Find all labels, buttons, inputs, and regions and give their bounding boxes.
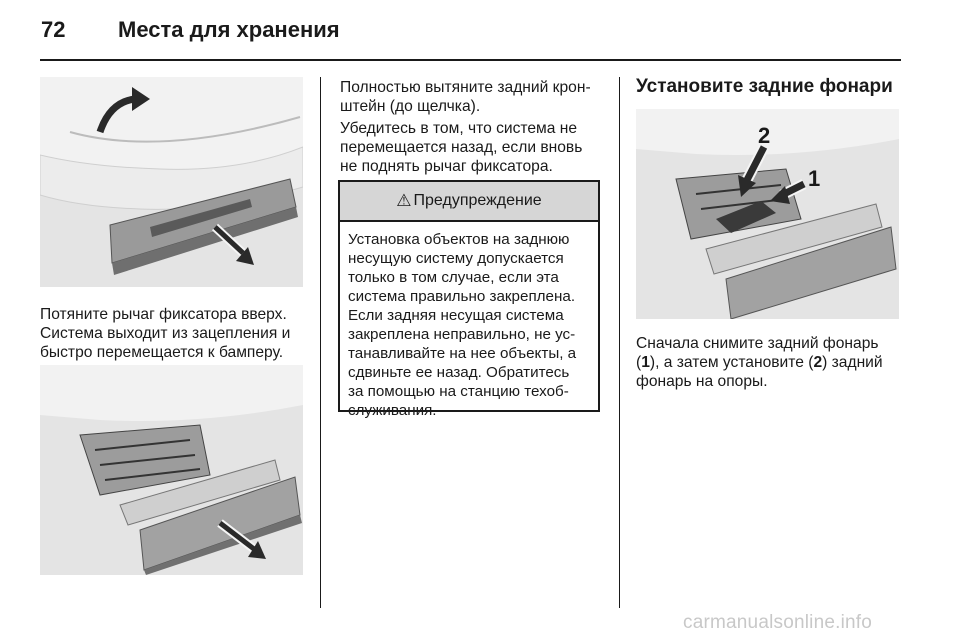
text-line: Полностью вытяните задний крон- bbox=[340, 79, 591, 96]
warning-line: Если задняя несущая система bbox=[348, 307, 564, 324]
text-line: Убедитесь в том, что система не bbox=[340, 120, 578, 137]
text-line: Сначала снимите задний фонарь bbox=[636, 335, 879, 352]
warning-line: несущую систему допускается bbox=[348, 250, 564, 267]
ref-number-2: 2 bbox=[813, 354, 823, 371]
warning-text bbox=[340, 222, 598, 420]
caption-lever bbox=[40, 305, 310, 362]
warning-line: только в том случае, если эта bbox=[348, 269, 559, 286]
warning-line: Установка объектов на заднюю bbox=[348, 231, 570, 248]
figure-carrier-extend-illustration bbox=[40, 365, 303, 575]
callout-2: 2 bbox=[758, 123, 771, 148]
column-divider-right bbox=[619, 77, 620, 608]
text-line bbox=[636, 353, 906, 372]
figure-carrier-extend bbox=[40, 365, 303, 575]
warning-triangle-icon: ⚠ bbox=[396, 191, 412, 210]
warning-line: закреплена неправильно, не ус- bbox=[348, 326, 576, 343]
text-fragment: ) задний bbox=[822, 354, 883, 371]
caption-line: быстро перемещается к бамперу. bbox=[40, 344, 284, 361]
footer-watermark: carmanualsonline.info bbox=[683, 612, 873, 633]
text-line: перемещается назад, если вновь bbox=[340, 139, 583, 156]
figure-tail-lights-illustration bbox=[636, 109, 899, 319]
warning-line: система правильно закреплена. bbox=[348, 288, 576, 305]
warning-line: сдвиньте ее назад. Обратитесь bbox=[348, 364, 570, 381]
section-heading: Установите задние фонари bbox=[636, 76, 893, 97]
page-number: 72 bbox=[41, 17, 66, 42]
figure-lever-release-illustration bbox=[40, 77, 303, 287]
caption-line: Потяните рычаг фиксатора вверх. bbox=[40, 306, 287, 323]
header-rule bbox=[40, 59, 901, 61]
column-divider-left bbox=[320, 77, 321, 608]
figure-lever-release bbox=[40, 77, 303, 287]
text-fragment: ), а затем установите ( bbox=[649, 354, 814, 371]
caption-line: Система выходит из зацепления и bbox=[40, 325, 291, 342]
warning-line: за помощью на станцию техоб- bbox=[348, 383, 569, 400]
text-line: штейн (до щелчка). bbox=[340, 98, 481, 115]
instruction-check bbox=[340, 119, 610, 176]
text-fragment: ( bbox=[636, 354, 642, 371]
warning-line: танавливайте на нее объекты, а bbox=[348, 345, 577, 362]
figure-tail-lights bbox=[636, 109, 899, 319]
instruction-tail-lights bbox=[636, 334, 906, 391]
warning-box bbox=[338, 180, 600, 419]
text-line: не поднять рычаг фиксатора. bbox=[340, 158, 553, 175]
warning-line: служивания. bbox=[348, 402, 437, 419]
text-line: фонарь на опоры. bbox=[636, 373, 768, 390]
warning-header bbox=[340, 182, 598, 222]
instruction-extend bbox=[340, 78, 610, 116]
callout-1: 1 bbox=[808, 166, 821, 191]
warning-title: Предупреждение bbox=[413, 192, 542, 209]
page-title: Места для хранения bbox=[118, 17, 340, 42]
ref-number-1: 1 bbox=[641, 354, 650, 371]
